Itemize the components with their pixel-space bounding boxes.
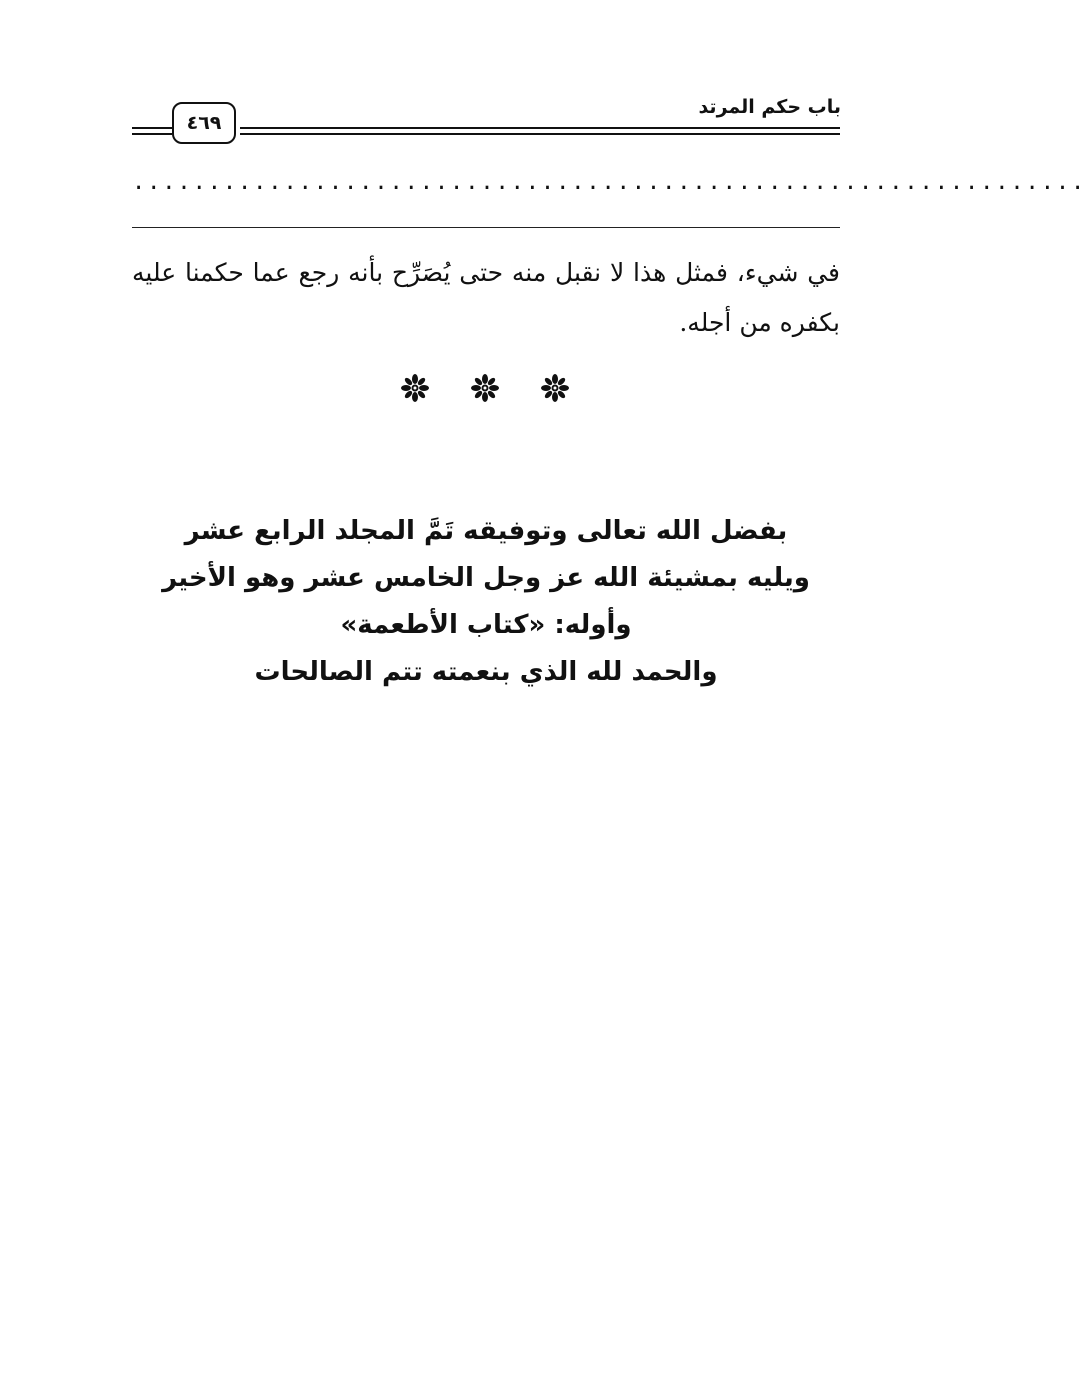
- section-separator: [400, 368, 570, 408]
- divider: [132, 227, 840, 228]
- chapter-title: باب حكم المرتد: [698, 96, 841, 118]
- colophon-line: وأوله: «كتاب الأطعمة»: [340, 610, 632, 640]
- colophon-line: بفضل الله تعالى وتوفيقه تَمَّ المجلد الرابع عشر: [184, 516, 788, 546]
- ellipsis-dots: ...............................................................: [132, 170, 1086, 195]
- colophon-line: والحمد لله الذي بنعمته تتم الصالحات: [254, 657, 718, 687]
- volume-colophon: [132, 508, 840, 696]
- colophon-line: ويليه بمشيئة الله عز وجل الخامس عشر وهو الأخير: [162, 563, 810, 593]
- flower-ornament-icon: [540, 373, 570, 403]
- page-number: ٤٦٩: [172, 102, 236, 144]
- flower-ornament-icon: [400, 373, 430, 403]
- flower-ornament-icon: [470, 373, 500, 403]
- body-paragraph: في شيء، فمثل هذا لا نقبل منه حتى يُصَرِّح بأنه رجع عما حكمنا عليه بكفره من أجله.: [132, 258, 840, 337]
